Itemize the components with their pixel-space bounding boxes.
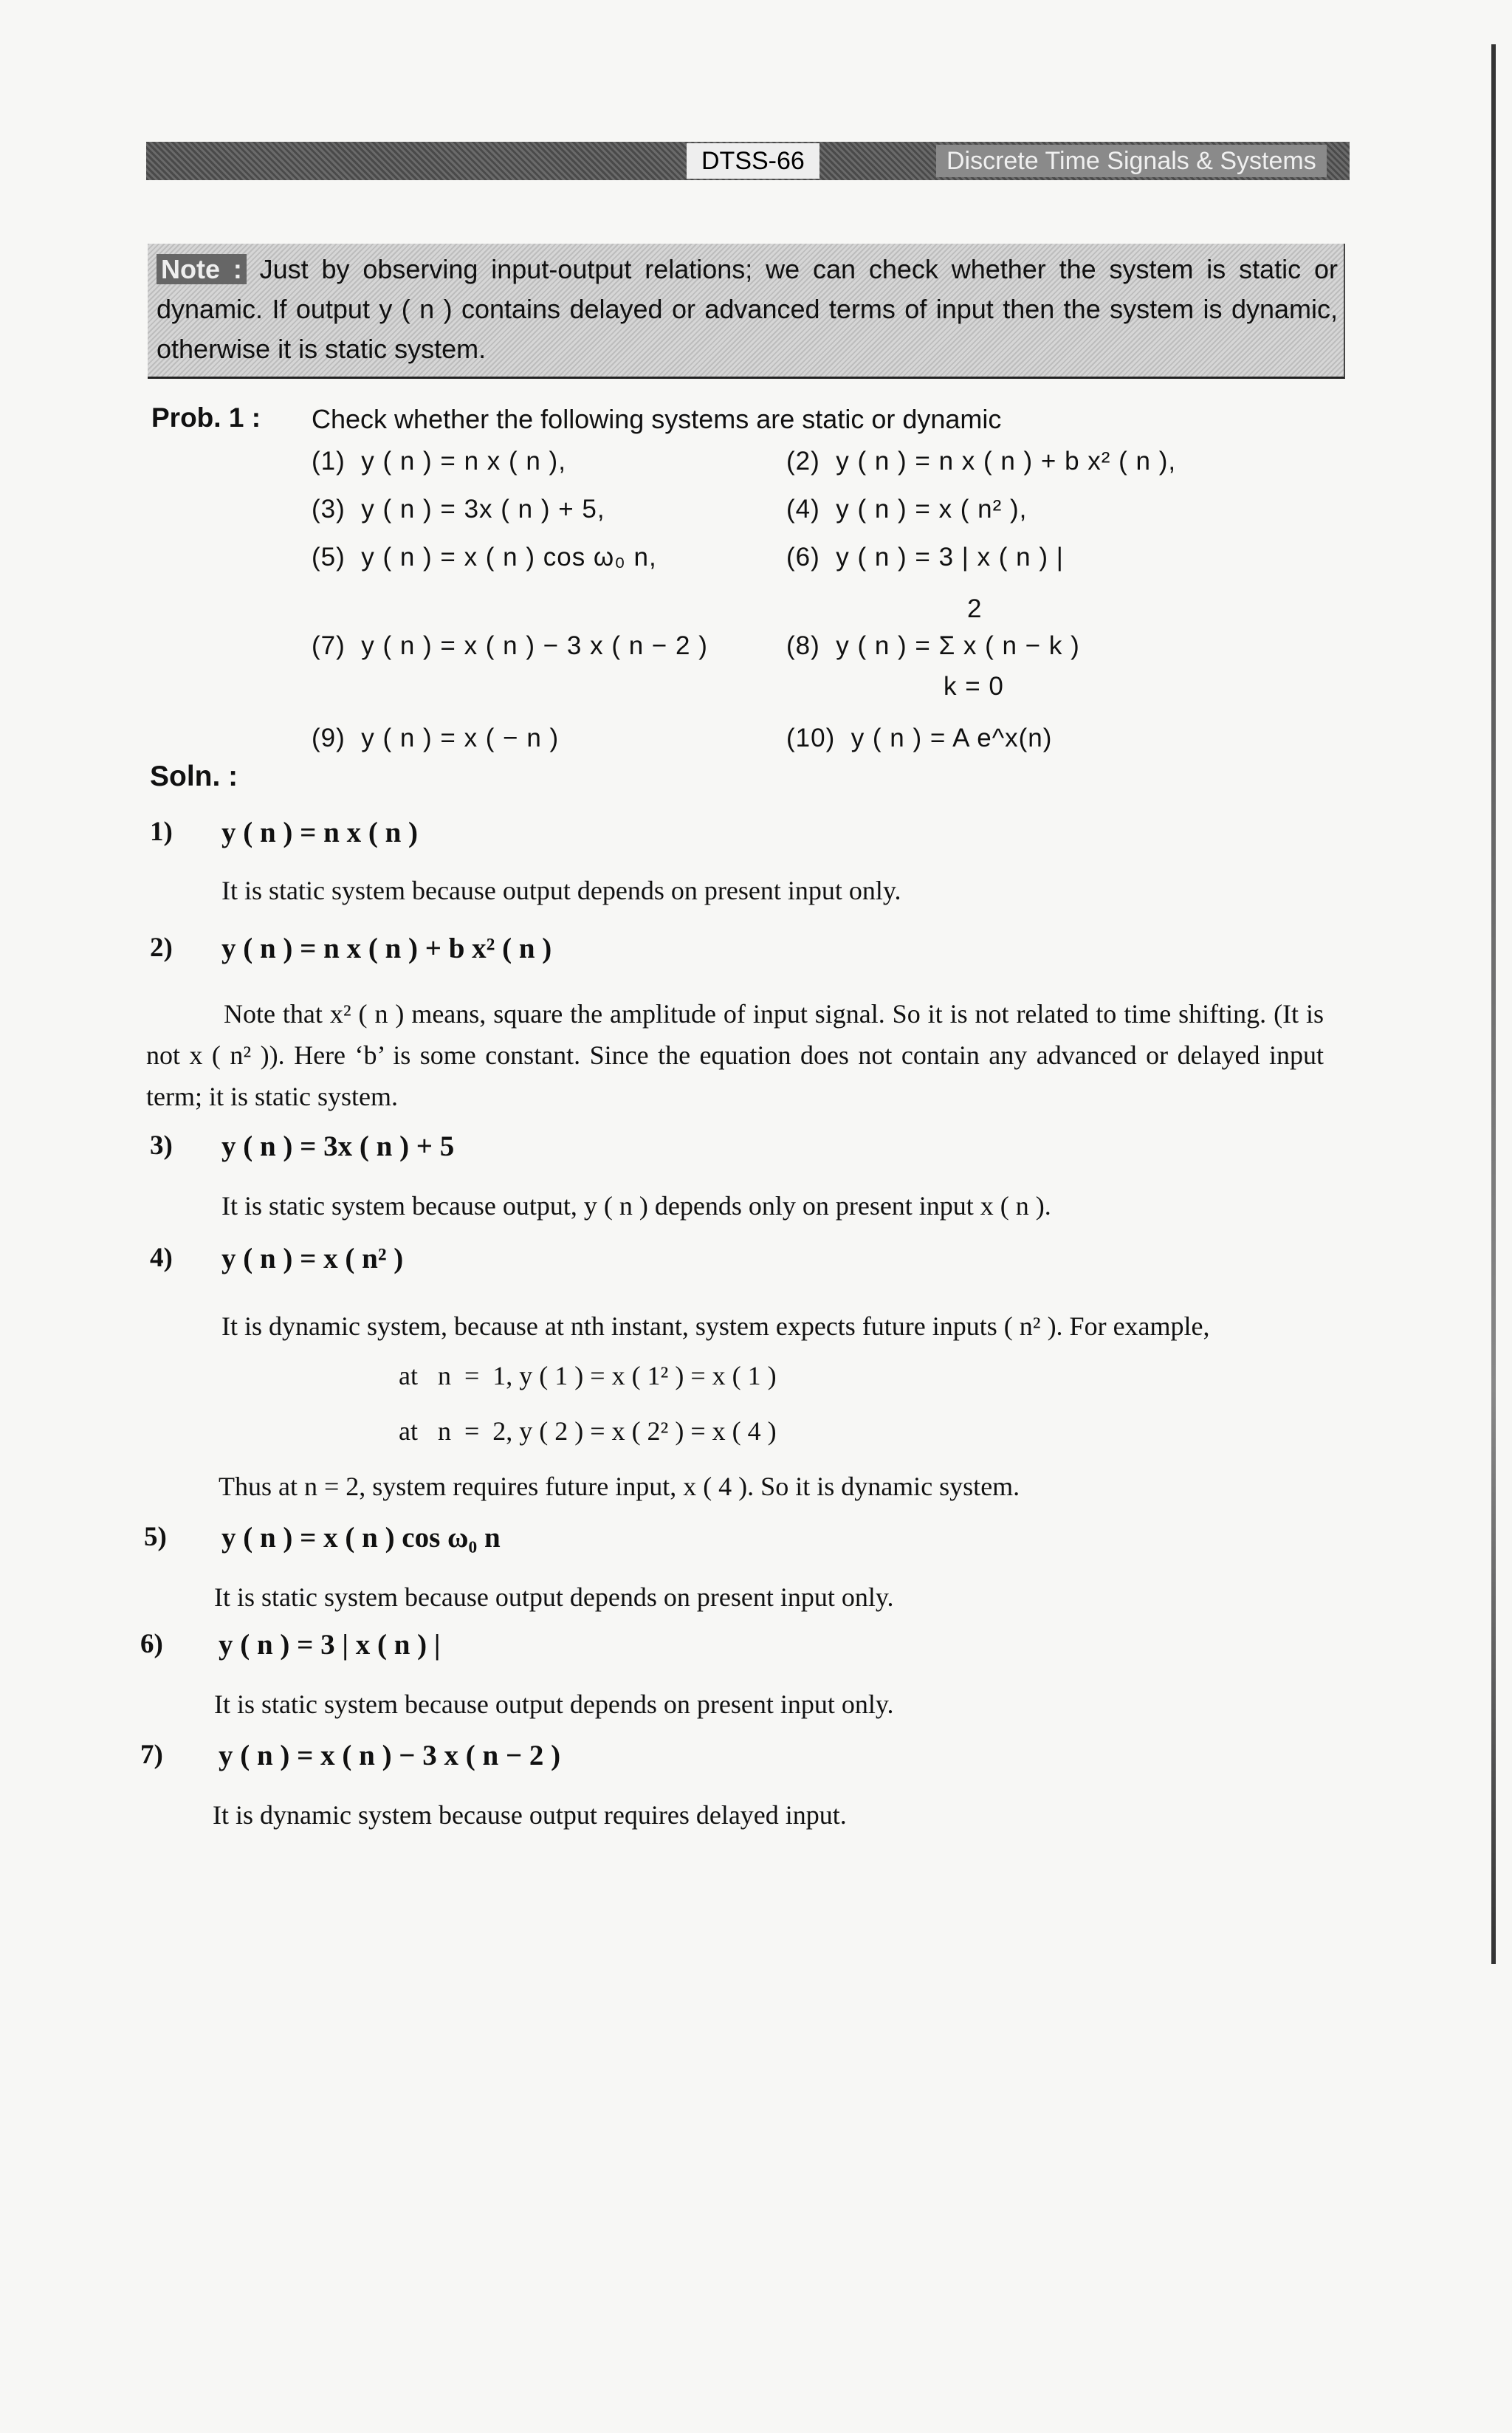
problem-label: Prob. 1 : — [151, 402, 261, 433]
step-explanation: It is static system because output depends on present input only. — [214, 1689, 894, 1719]
problem-item-2: (2) y ( n ) = n x ( n ) + b x² ( n ), — [786, 447, 1177, 476]
problem-item-9: (9) y ( n ) = x ( − n ) — [312, 724, 560, 752]
step-number: 6) — [140, 1629, 163, 1659]
step-number: 1) — [150, 817, 173, 847]
problem-item-5: (5) y ( n ) = x ( n ) cos ω₀ n, — [312, 543, 657, 572]
summation-lower-limit: k = 0 — [944, 672, 1004, 701]
step-explanation: It is static system because output depends on present input only. — [214, 1582, 894, 1612]
example-line: at n = 1, y ( 1 ) = x ( 1² ) = x ( 1 ) — [399, 1361, 777, 1390]
step-explanation: Note that x² ( n ) means, square the amplitude of input signal. So it is not related to time shifting. (It is not x ( n² )). Here ‘b’ is some constant. Since the equation does not contain any advanced or delayed input term; it is static system. — [146, 999, 1324, 1111]
problem-item-4: (4) y ( n ) = x ( n² ), — [786, 495, 1028, 524]
step-number: 4) — [150, 1243, 173, 1273]
step-equation: y ( n ) = n x ( n ) + b x² ( n ) — [221, 933, 552, 964]
step-explanation: It is static system because output, y ( n ) depends only on present input x ( n ). — [221, 1191, 1051, 1221]
scan-edge — [1491, 44, 1496, 1964]
problem-item-7: (7) y ( n ) = x ( n ) − 3 x ( n − 2 ) — [312, 631, 708, 660]
problem-item-1: (1) y ( n ) = n x ( n ), — [312, 447, 566, 476]
solution-label: Soln. : — [150, 761, 238, 792]
step-explanation: It is static system because output depends on present input only. — [221, 876, 901, 905]
chapter-title: Discrete Time Signals & Systems — [936, 145, 1327, 177]
step-explanation: It is dynamic system, because at nth instant, system expects future inputs ( n² ). For example, — [221, 1311, 1210, 1341]
step-conclusion: Thus at n = 2, system requires future input, x ( 4 ). So it is dynamic system. — [219, 1472, 1020, 1501]
step-explanation: It is dynamic system because output requires delayed input. — [213, 1800, 847, 1830]
step-equation: y ( n ) = 3x ( n ) + 5 — [221, 1130, 455, 1162]
step-number: 3) — [150, 1130, 173, 1161]
step-number: 7) — [140, 1740, 163, 1770]
problem-item-8: (8) y ( n ) = Σ x ( n − k ) — [786, 631, 1080, 660]
summation-upper-limit: 2 — [967, 594, 983, 623]
step-number: 5) — [144, 1522, 167, 1552]
problem-item-6: (6) y ( n ) = 3 | x ( n ) | — [786, 543, 1064, 572]
step-equation: y ( n ) = x ( n² ) — [221, 1243, 404, 1274]
step-equation: y ( n ) = x ( n ) cos ω₀ n — [221, 1522, 501, 1554]
page-code: DTSS-66 — [687, 143, 819, 179]
problem-item-3: (3) y ( n ) = 3x ( n ) + 5, — [312, 495, 605, 524]
step-equation: y ( n ) = n x ( n ) — [221, 817, 418, 848]
step-equation: y ( n ) = 3 | x ( n ) | — [219, 1629, 441, 1661]
problem-item-10: (10) y ( n ) = A e^x(n) — [786, 724, 1053, 752]
note-label: Note : — [157, 254, 247, 284]
note-content — [157, 250, 1338, 369]
problem-statement: Check whether the following systems are static or dynamic — [312, 404, 1002, 434]
step-equation: y ( n ) = x ( n ) − 3 x ( n − 2 ) — [219, 1740, 561, 1771]
example-line: at n = 2, y ( 2 ) = x ( 2² ) = x ( 4 ) — [399, 1416, 777, 1446]
step-number: 2) — [150, 933, 173, 963]
note-text: Just by observing input-output relations; we can check whether the system is static or dynamic. If output y ( n ) contains delayed or advanced terms of input then the system is dynamic, otherwise it is static system. — [157, 254, 1338, 364]
